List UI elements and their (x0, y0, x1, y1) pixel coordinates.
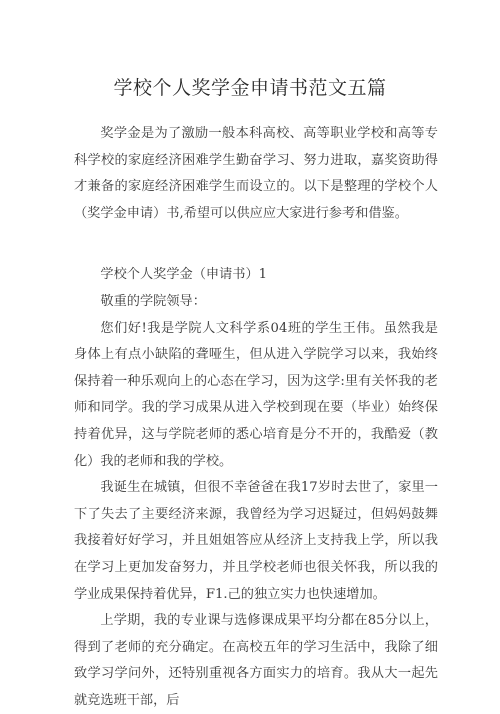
document-body (74, 121, 438, 714)
page-title: 学校个人奖学金申请书范文五篇 (113, 77, 387, 99)
body-paragraph: 您们好!我是学院人文科学系04班的学生王伟。虽然我是身体上有点小缺陷的聋哑生，但从进入学院学习以来，我始终保持着一种乐观向上的心态在学习，因为这学:里有关怀我的老师和同学。我的学习成果从进入学校到现在要（毕业）始终保持着优异，这与学院老师的悉心培育是分不开的，我酷爱（教化）我的老师和我的学校。 (74, 320, 438, 469)
intro-paragraph: 奖学金是为了激励一般本科高校、高等职业学校和高等专科学校的家庭经济困难学生勤奋学习、努力进取，嘉奖资助得才兼备的家庭经济困难学生而设立的。以下是整理的学校个人（奖学金申请）书,希望可以供应应大家进行参考和借鉴。 (74, 126, 438, 221)
section-heading: 学校个人奖学金（申请书）1 (100, 267, 268, 283)
body-paragraph: 我诞生在城镇，但很不幸爸爸在我17岁时去世了，家里一下了失去了主要经济来源，我曾经为学习迟疑过，但妈妈鼓舞我接着好好学习，并且姐姐答应从经济上支持我上学，所以我在学习上更加发奋努力，并且学校老师也很关怀我，所以我的学业成果保持着优异，F1.己的独立实力也快速增加。 (74, 480, 438, 602)
body-paragraph: 上学期，我的专业课与选修课成果平均分都在85分以上，得到了老师的充分确定。在高校五年的学习生活中，我除了细致学习学问外，还特别重视各方面实力的培育。我从大一起先就竞选班干部，后 (74, 613, 438, 708)
salutation: 敬重的学院领导： (100, 293, 206, 309)
section-spacer (74, 227, 438, 262)
